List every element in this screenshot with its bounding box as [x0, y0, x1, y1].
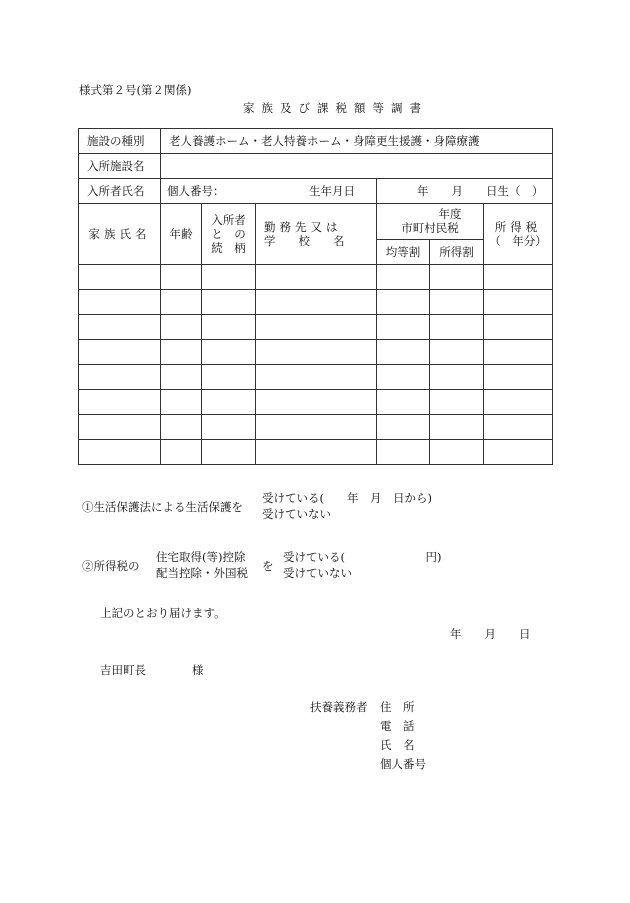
family-row: [79, 415, 553, 440]
family-cell[interactable]: [484, 415, 553, 440]
family-cell[interactable]: [377, 390, 430, 415]
col-age: 年齢: [161, 204, 202, 265]
family-cell[interactable]: [202, 440, 256, 465]
family-cell[interactable]: [484, 265, 553, 290]
guardian-address-label: 住 所: [380, 700, 415, 714]
family-cell[interactable]: [79, 315, 161, 340]
guardian-phone-label: 電 話: [380, 719, 415, 733]
family-cell[interactable]: [202, 365, 256, 390]
welfare-question: ①生活保護法による生活保護を: [82, 500, 243, 514]
family-cell[interactable]: [484, 340, 553, 365]
family-cell[interactable]: [430, 415, 484, 440]
col-family-name: 家族氏名: [79, 204, 161, 265]
family-cell[interactable]: [161, 315, 202, 340]
family-cell[interactable]: [256, 340, 377, 365]
deduction-housing: 住宅取得(等)控除: [156, 550, 246, 564]
declaration-text: 上記のとおり届けます。: [100, 606, 226, 620]
document-title: 家族及び課税額等調書: [243, 101, 428, 115]
family-cell[interactable]: [79, 440, 161, 465]
col-income-tax: 所得税 （ 年分）: [484, 204, 553, 265]
family-row: [79, 290, 553, 315]
family-cell[interactable]: [377, 415, 430, 440]
guardian-name-label: 氏 名: [380, 738, 415, 752]
family-cell[interactable]: [484, 440, 553, 465]
family-cell[interactable]: [256, 290, 377, 315]
family-cell[interactable]: [256, 440, 377, 465]
family-row: [79, 315, 553, 340]
family-cell[interactable]: [377, 340, 430, 365]
family-cell[interactable]: [202, 390, 256, 415]
resident-my-number-field[interactable]: [161, 179, 377, 204]
deduction-option-not-receiving[interactable]: 受けていない: [283, 566, 352, 580]
addressee: 吉田町長 様: [100, 663, 204, 677]
family-cell[interactable]: [377, 365, 430, 390]
family-cell[interactable]: [377, 315, 430, 340]
family-cell[interactable]: [161, 340, 202, 365]
family-row: [79, 340, 553, 365]
family-cell[interactable]: [161, 390, 202, 415]
family-tax-table: [78, 128, 553, 465]
col-resident-tax: 年度 市町村民税: [377, 204, 484, 240]
family-cell[interactable]: [79, 365, 161, 390]
resident-name-label: 入所者氏名: [79, 179, 161, 204]
family-cell[interactable]: [161, 415, 202, 440]
guardian-my-number-label: 個人番号: [380, 757, 426, 771]
col-work-school: 勤務先又は 学 校 名: [256, 204, 377, 265]
family-cell[interactable]: [430, 440, 484, 465]
family-cell[interactable]: [484, 365, 553, 390]
col-per-capita: 均等割: [377, 239, 430, 264]
family-cell[interactable]: [256, 265, 377, 290]
welfare-option-not-receiving[interactable]: 受けていない: [262, 507, 331, 521]
family-cell[interactable]: [161, 290, 202, 315]
facility-type-label: 施設の種別: [79, 129, 161, 154]
family-cell[interactable]: [256, 315, 377, 340]
income-tax-prefix: ②所得税の: [82, 559, 140, 573]
family-cell[interactable]: [79, 265, 161, 290]
facility-type-row: [79, 129, 553, 154]
facility-name-label: 入所施設名: [79, 154, 161, 179]
family-cell[interactable]: [484, 315, 553, 340]
family-cell[interactable]: [256, 390, 377, 415]
family-cell[interactable]: [202, 315, 256, 340]
family-cell[interactable]: [430, 340, 484, 365]
family-row: [79, 440, 553, 465]
family-cell[interactable]: [377, 265, 430, 290]
family-cell[interactable]: [484, 290, 553, 315]
family-cell[interactable]: [377, 290, 430, 315]
my-number-label: 個人番号：: [167, 184, 225, 198]
facility-name-field[interactable]: [161, 154, 553, 179]
submission-date[interactable]: 年 月 日: [450, 627, 531, 641]
family-cell[interactable]: [430, 390, 484, 415]
family-cell[interactable]: [430, 265, 484, 290]
family-cell[interactable]: [202, 290, 256, 315]
facility-name-row: [79, 154, 553, 179]
family-cell[interactable]: [79, 390, 161, 415]
family-cell[interactable]: [202, 265, 256, 290]
family-cell[interactable]: [202, 415, 256, 440]
family-cell[interactable]: [256, 415, 377, 440]
family-cell[interactable]: [79, 290, 161, 315]
family-cell[interactable]: [79, 340, 161, 365]
dob-label: 生年月日: [309, 184, 355, 198]
family-cell[interactable]: [430, 365, 484, 390]
column-header-row-1: [79, 204, 553, 240]
family-cell[interactable]: [377, 440, 430, 465]
facility-type-value: 老人養護ホーム・老人特養ホーム・身障更生援護・身障療護: [161, 129, 553, 154]
resident-row: [79, 179, 553, 204]
deduction-dividend: 配当控除・外国税: [156, 566, 248, 580]
family-cell[interactable]: [202, 340, 256, 365]
family-cell[interactable]: [161, 365, 202, 390]
guardian-label: 扶養義務者: [310, 700, 368, 714]
family-cell[interactable]: [256, 365, 377, 390]
dob-value[interactable]: 年 月 日生（ ）: [377, 179, 553, 204]
family-cell[interactable]: [484, 390, 553, 415]
deduction-option-receiving[interactable]: 受けている( 円): [283, 550, 442, 564]
family-row: [79, 365, 553, 390]
form-number: 様式第２号(第２関係): [79, 83, 192, 97]
family-cell[interactable]: [430, 315, 484, 340]
family-cell[interactable]: [161, 265, 202, 290]
welfare-option-receiving[interactable]: 受けている( 年 月 日から): [262, 491, 432, 505]
family-row: [79, 265, 553, 290]
family-cell[interactable]: [79, 415, 161, 440]
family-row: [79, 390, 553, 415]
col-income-levy: 所得割: [430, 239, 484, 264]
family-cell[interactable]: [161, 440, 202, 465]
deduction-particle: を: [262, 559, 274, 573]
col-relation: 入所者 と の 続 柄: [202, 204, 256, 265]
family-cell[interactable]: [430, 290, 484, 315]
